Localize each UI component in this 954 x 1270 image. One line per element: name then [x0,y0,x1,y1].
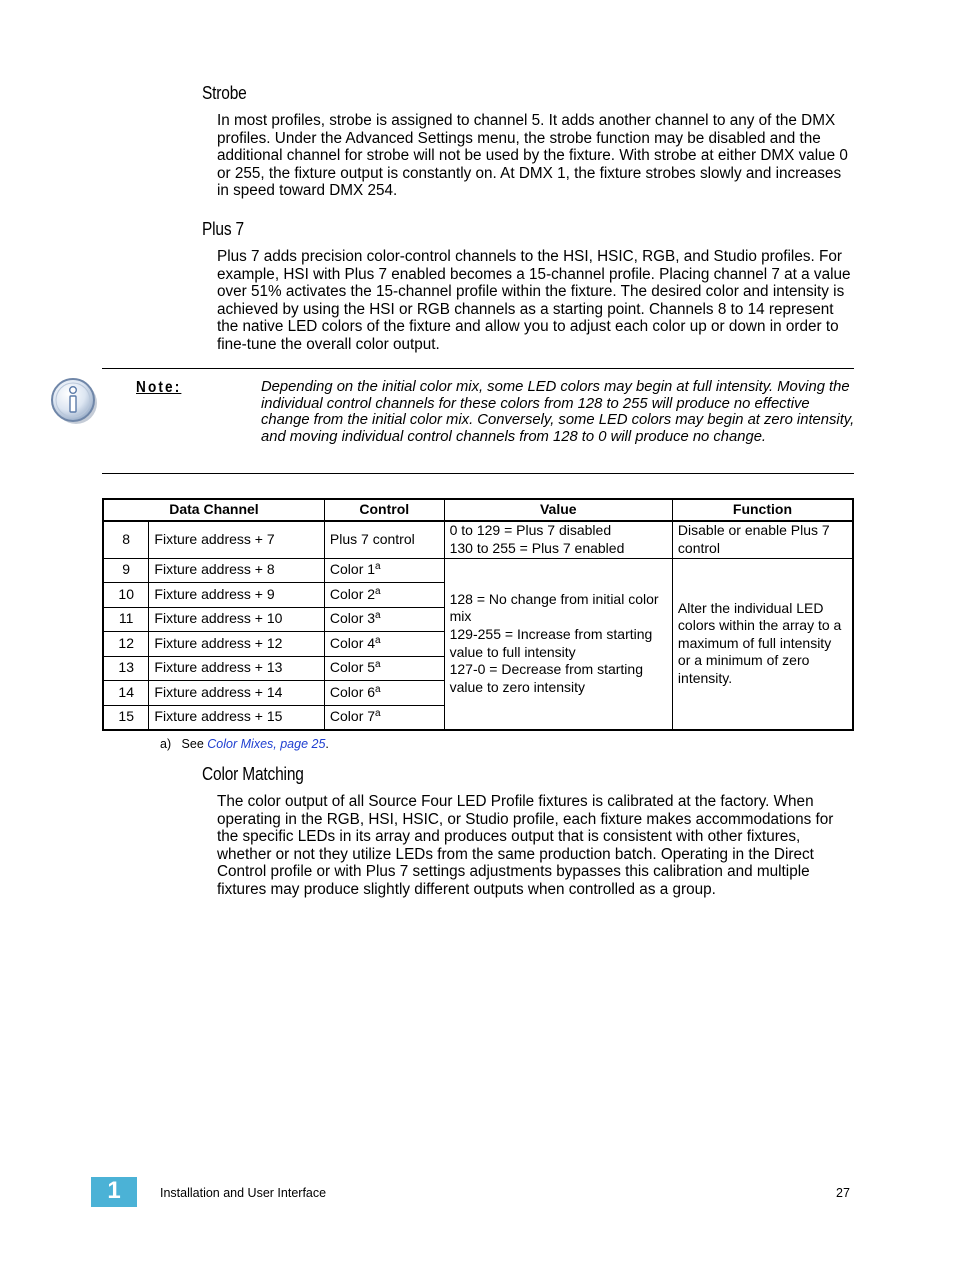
channel-number: 12 [103,632,149,657]
fixture-address: Fixture address + 9 [149,583,325,608]
fixture-address: Fixture address + 7 [149,521,325,558]
fixture-address: Fixture address + 10 [149,607,325,632]
fixture-address: Fixture address + 14 [149,681,325,706]
note-bottom-rule [102,473,854,474]
footnote-ref: a [375,610,381,622]
control-cell [324,632,444,657]
control-label: Color 2 [329,585,376,602]
header-value: Value [444,499,672,521]
function-cell: Disable or enable Plus 7 control [672,521,853,558]
control-label: Color 4 [329,634,376,651]
plus7-paragraph: Plus 7 adds precision color-control channels to the HSI, HSIC, RGB, and Studio profiles. For example, HSI with Plus 7 enabled becomes a 15-channel profile. Placing channel 7 at a value over 51% activates the 15-channel profile within the fixture. The desired color and intensity is achieved by using the HSI or RGB channels as a starting point. Channels 8 to 14 represent the native LED colors of the fixture and allow you to adjust each color up or down in order to fine-tune the overall color output. [217,248,851,353]
channel-number: 9 [103,558,149,583]
fixture-address: Fixture address + 13 [149,656,325,681]
note-text: Depending on the initial color mix, some LED colors may begin at full intensity. Moving the individual control channels for these colors from 128 to 255 will produce no effective change from the initial color mix. Conversely, some LED colors may begin at zero intensity, and moving individual control channels from 128 to 0 will produce no change. [261,379,855,445]
fixture-address: Fixture address + 15 [149,705,325,730]
channel-number: 13 [103,656,149,681]
control-cell: Plus 7 control [324,521,444,558]
control-cell [324,558,444,583]
note-top-rule [102,368,854,369]
control-cell [324,681,444,706]
header-control: Control [324,499,444,521]
chapter-number-badge: 1 [91,1177,137,1207]
strobe-paragraph: In most profiles, strobe is assigned to channel 5. It adds another channel to any of the DMX profiles. Under the Advanced Settings menu, the strobe function may be disabled and the additional channel for strobe will not be used by the fixture. With strobe at either DMX value 0 or 255, the fixture output is constantly on. At DMX 1, the fixture strobes slowly and increases in speed toward DMX 254. [217,112,848,200]
value-line: 127-0 = Decrease from starting value to zero intensity [449,661,643,695]
footnote-ref: a [375,659,381,671]
control-label: Color 1 [329,561,376,578]
footnote-ref: a [375,708,381,720]
footer-section-title: Installation and User Interface [160,1186,327,1200]
control-cell [324,583,444,608]
table-header-row [103,499,853,521]
footnote-ref: a [375,683,381,695]
channel-number: 15 [103,705,149,730]
table-row [103,521,853,558]
control-label: Color 6 [329,683,376,700]
control-cell [324,607,444,632]
plus7-heading: Plus 7 [202,219,244,239]
page-number: 27 [836,1186,850,1200]
header-data-channel: Data Channel [103,499,324,521]
value-cell [444,521,672,558]
footnote-ref: a [375,561,381,573]
color-matching-heading: Color Matching [202,764,304,784]
channel-number: 10 [103,583,149,608]
color-matching-paragraph: The color output of all Source Four LED Profile fixtures is calibrated at the factory. When operating in the RGB, HSI, HSIC, or Studio profile, each fixture makes accommodations for the specific LEDs in its array and produces output that is consistent with other fixtures, whether or not they utilize LEDs from the same production batch. Operating in the Direct Control profile or with Plus 7 settings adjustments bypasses this calibration and multiple fixtures may produce slightly different outputs when controlled as a group. [217,793,834,898]
control-label: Color 7 [329,708,376,725]
channel-number: 8 [103,521,149,558]
note-label: Note: [136,379,182,396]
value-line: 0 to 129 = Plus 7 disabled [449,522,612,539]
footnote-marker: a) [160,737,172,751]
footnote-ref: a [375,634,381,646]
table-row [103,558,853,583]
fixture-address: Fixture address + 12 [149,632,325,657]
merged-value-cell [444,558,672,730]
color-mixes-link[interactable]: Color Mixes, page 25 [207,737,326,751]
info-icon [50,377,100,427]
footnote-see: See [181,737,204,751]
footnote-end: . [325,737,329,751]
value-line: 128 = No change from initial color mix [449,590,659,625]
strobe-heading: Strobe [202,83,247,103]
control-cell [324,656,444,681]
table-footnote [160,737,329,751]
header-function: Function [672,499,853,521]
plus7-channel-table [102,498,854,731]
value-line: 129-255 = Increase from starting value to full intensity [449,625,653,660]
value-line: 130 to 255 = Plus 7 enabled [449,539,625,556]
control-label: Color 5 [329,659,376,676]
control-cell [324,705,444,730]
fixture-address: Fixture address + 8 [149,558,325,583]
channel-number: 14 [103,681,149,706]
footnote-ref: a [375,585,381,597]
channel-number: 11 [103,607,149,632]
control-label: Color 3 [329,610,376,627]
merged-function-cell: Alter the individual LED colors within the array to a maximum of full intensity or a minimum of zero intensity. [672,558,853,730]
